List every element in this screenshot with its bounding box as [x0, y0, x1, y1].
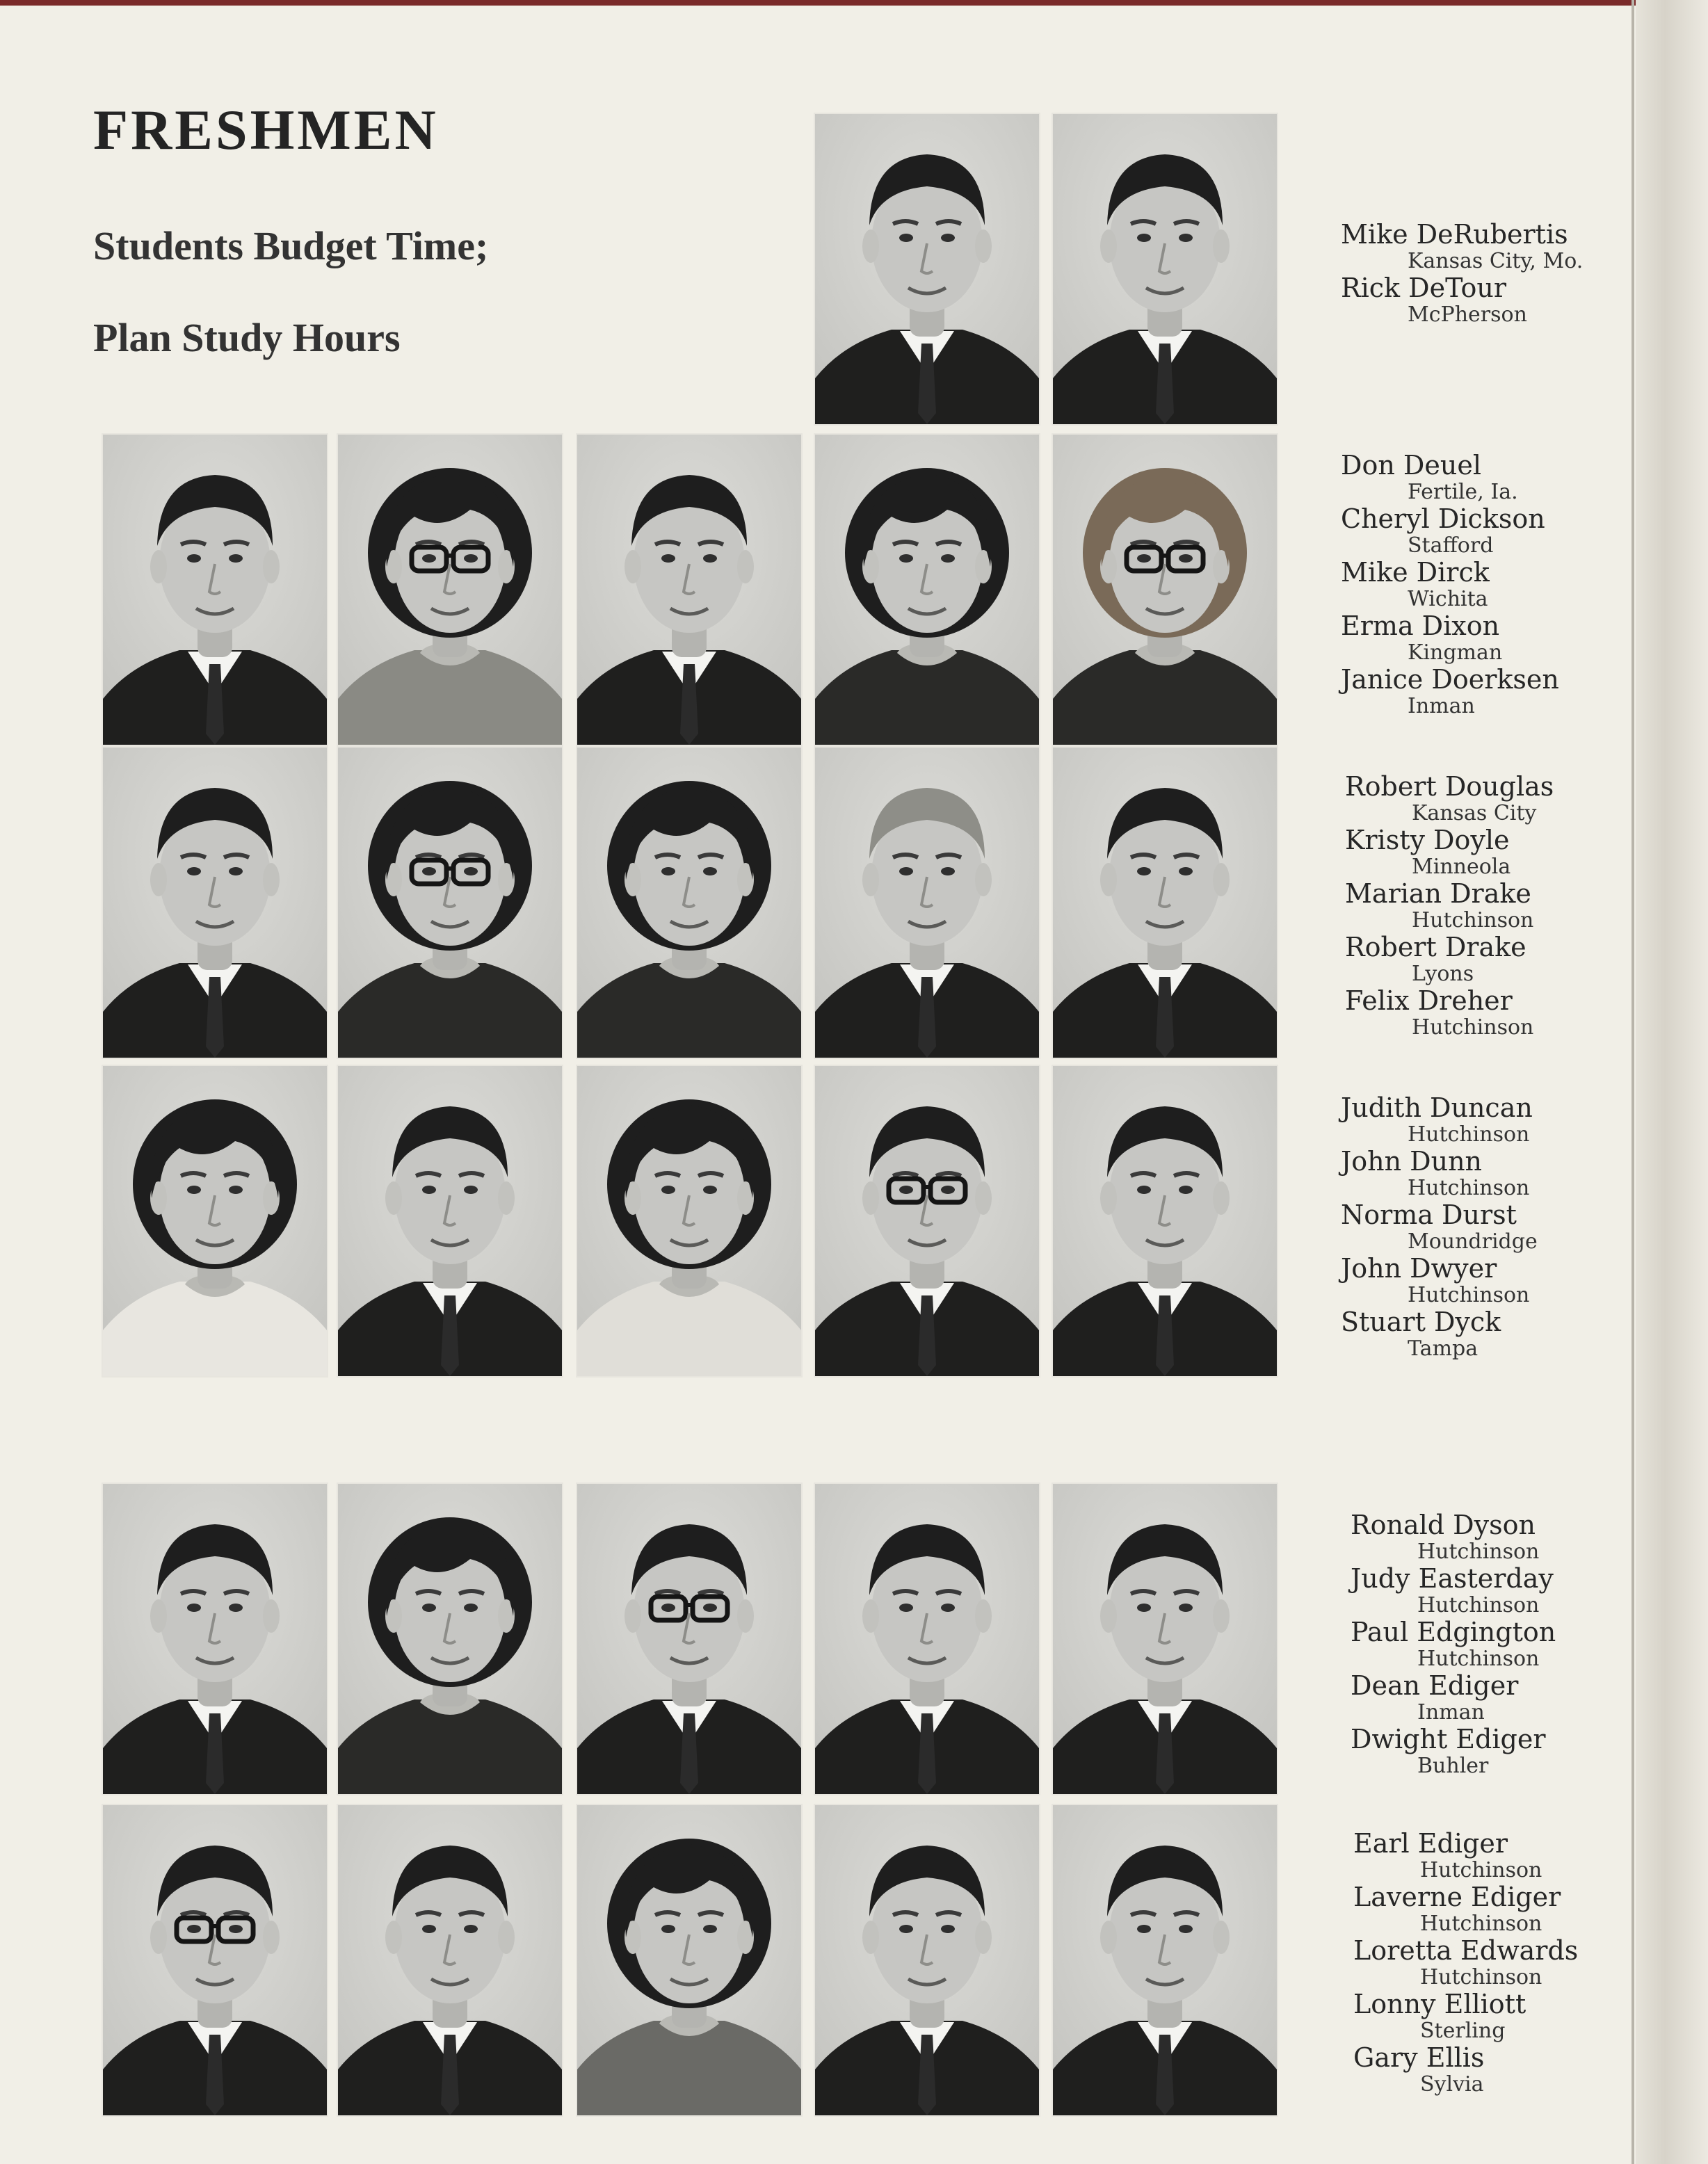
student-hometown: Hutchinson: [1420, 1965, 1542, 1989]
student-name: Dwight Ediger: [1351, 1724, 1546, 1754]
row-caption-list: [1341, 220, 1633, 327]
page-title: FRESHMEN: [93, 98, 439, 161]
student-hometown: Moundridge: [1408, 1229, 1538, 1254]
student-portrait: [577, 748, 801, 1058]
student-hometown: Kingman: [1408, 640, 1503, 665]
student-name: Erma Dixon: [1341, 611, 1500, 641]
student-hometown: Buhler: [1417, 1754, 1489, 1778]
student-name: John Dunn: [1341, 1146, 1483, 1177]
student-portrait: [103, 1484, 327, 1794]
student-portrait: [338, 748, 562, 1058]
student-name: Laverne Ediger: [1353, 1882, 1561, 1912]
row-caption-list: [1345, 772, 1637, 1040]
student-name: Ronald Dyson: [1351, 1510, 1536, 1540]
student-name: Dean Ediger: [1351, 1670, 1519, 1701]
student-hometown: Hutchinson: [1417, 1540, 1540, 1564]
student-portrait: [338, 435, 562, 745]
student-portrait: [1053, 435, 1277, 745]
student-hometown: Tampa: [1408, 1337, 1479, 1361]
student-hometown: Hutchinson: [1420, 1912, 1542, 1936]
page-subtitle-line-2: Plan Study Hours: [93, 315, 401, 360]
student-portrait: [815, 748, 1039, 1058]
student-hometown: Kansas City: [1412, 801, 1537, 825]
student-name: Judith Duncan: [1341, 1092, 1533, 1123]
student-name: John Dwyer: [1341, 1253, 1497, 1284]
student-name: Felix Dreher: [1345, 985, 1513, 1016]
row-caption-list: [1341, 1093, 1633, 1361]
student-name: Loretta Edwards: [1353, 1935, 1579, 1966]
student-portrait: [103, 435, 327, 745]
student-name: Janice Doerksen: [1341, 664, 1559, 695]
facing-page-edge: [1636, 0, 1708, 2164]
student-name: Cheryl Dickson: [1341, 503, 1545, 534]
student-portrait: [815, 1805, 1039, 2115]
student-hometown: Hutchinson: [1408, 1176, 1530, 1200]
student-portrait: [1053, 114, 1277, 424]
student-hometown: Kansas City, Mo.: [1408, 249, 1584, 273]
row-caption-list: [1351, 1510, 1643, 1778]
student-portrait: [338, 1066, 562, 1376]
student-portrait: [103, 1805, 327, 2115]
student-portrait: [338, 1805, 562, 2115]
student-portrait: [815, 114, 1039, 424]
student-portrait: [103, 748, 327, 1058]
page-top-edge: [0, 0, 1708, 6]
student-portrait: [103, 1066, 327, 1376]
student-name: Lonny Elliott: [1353, 1989, 1526, 2019]
student-hometown: Hutchinson: [1412, 908, 1534, 932]
student-portrait: [577, 435, 801, 745]
student-portrait: [815, 435, 1039, 745]
student-hometown: Hutchinson: [1408, 1122, 1530, 1147]
student-name: Don Deuel: [1341, 450, 1481, 481]
student-name: Robert Douglas: [1345, 771, 1554, 802]
student-hometown: Hutchinson: [1417, 1647, 1540, 1671]
student-portrait: [815, 1484, 1039, 1794]
row-caption-list: [1353, 1829, 1645, 2097]
student-name: Stuart Dyck: [1341, 1307, 1501, 1337]
row-caption-list: [1341, 451, 1633, 718]
student-hometown: Hutchinson: [1420, 1858, 1542, 1882]
student-hometown: Inman: [1417, 1700, 1485, 1725]
student-name: Kristy Doyle: [1345, 825, 1510, 855]
student-name: Marian Drake: [1345, 878, 1531, 909]
student-hometown: Stafford: [1408, 533, 1494, 558]
student-portrait: [1053, 1066, 1277, 1376]
student-portrait: [338, 1484, 562, 1794]
student-portrait: [577, 1805, 801, 2115]
student-name: Judy Easterday: [1351, 1563, 1554, 1594]
student-hometown: Fertile, Ia.: [1408, 480, 1518, 504]
student-portrait: [815, 1066, 1039, 1376]
student-name: Mike DeRubertis: [1341, 219, 1568, 250]
student-portrait: [1053, 1484, 1277, 1794]
student-portrait: [577, 1066, 801, 1376]
student-hometown: Minneola: [1412, 855, 1511, 879]
student-name: Norma Durst: [1341, 1200, 1517, 1230]
student-hometown: Hutchinson: [1408, 1283, 1530, 1307]
student-portrait: [1053, 748, 1277, 1058]
student-hometown: Hutchinson: [1412, 1015, 1534, 1040]
student-name: Gary Ellis: [1353, 2042, 1485, 2073]
student-portrait: [577, 1484, 801, 1794]
student-name: Rick DeTour: [1341, 273, 1507, 303]
student-hometown: Sylvia: [1420, 2072, 1484, 2097]
student-portrait: [1053, 1805, 1277, 2115]
student-hometown: Hutchinson: [1417, 1593, 1540, 1617]
page-subtitle-line-1: Students Budget Time;: [93, 223, 489, 268]
student-hometown: Wichita: [1408, 587, 1488, 611]
student-name: Mike Dirck: [1341, 557, 1490, 588]
student-hometown: Inman: [1408, 694, 1475, 718]
student-hometown: Sterling: [1420, 2019, 1506, 2043]
student-name: Paul Edgington: [1351, 1617, 1556, 1647]
student-name: Earl Ediger: [1353, 1828, 1508, 1859]
student-name: Robert Drake: [1345, 932, 1526, 962]
student-hometown: McPherson: [1408, 302, 1527, 327]
student-hometown: Lyons: [1412, 962, 1474, 986]
